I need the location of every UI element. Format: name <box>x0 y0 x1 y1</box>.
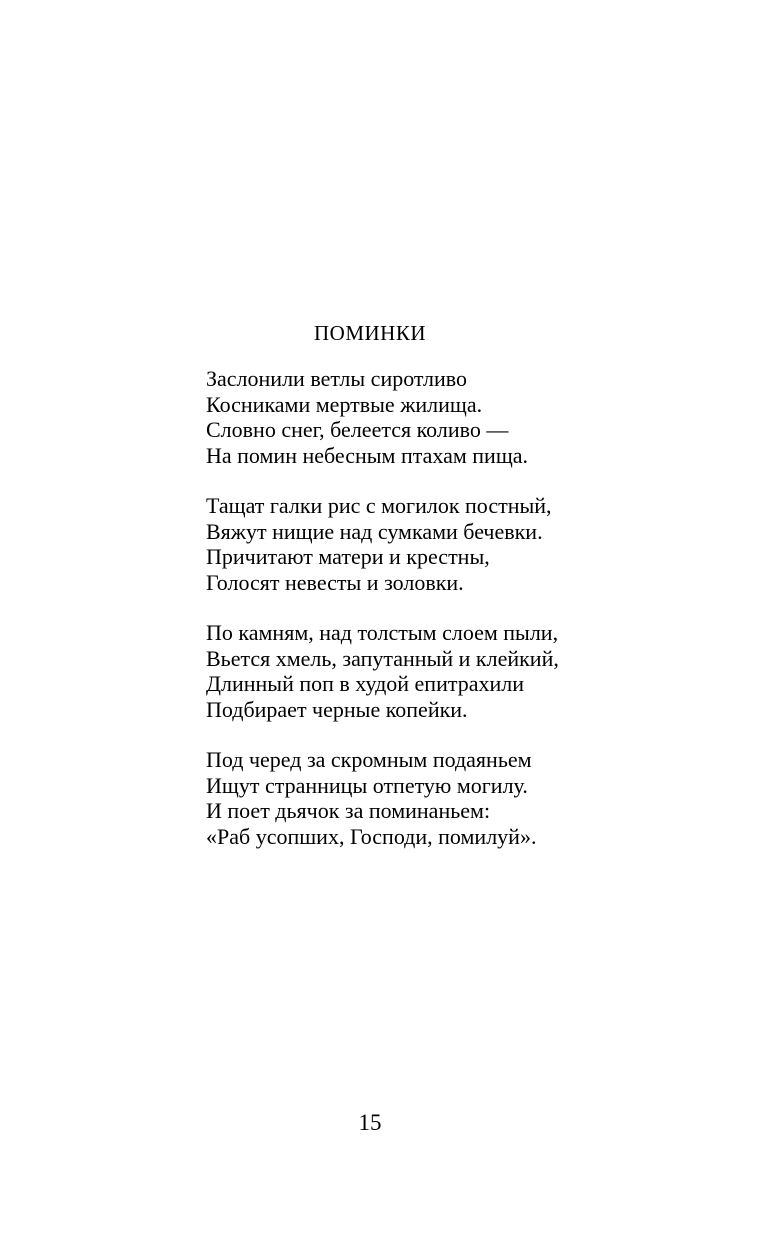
stanza-2 <box>206 493 726 595</box>
poem-line: Словно снег, белеется коливо — <box>206 417 509 442</box>
poem-line: Длинный поп в худой епитрахили <box>206 671 525 696</box>
poem-line: «Раб усопших, Господи, помилуй». <box>206 823 537 849</box>
stanza-1 <box>206 366 726 468</box>
poem-line: Подбирает черные копейки. <box>206 696 468 722</box>
poem-line: Голосят невесты и золовки. <box>206 569 464 595</box>
poem-title: ПОМИНКИ <box>313 321 426 345</box>
page-number: 15 <box>358 1110 382 1135</box>
poem-line: Ищут странницы отпетую могилу. <box>206 772 528 798</box>
poem-body <box>206 366 726 874</box>
poem-line: Под черед за скромным подаяньем <box>206 747 532 772</box>
stanza-4 <box>206 747 726 849</box>
poem-line: Причитают матери и крестны, <box>206 544 490 569</box>
poem-line: Косниками мертвые жилища. <box>206 391 483 417</box>
poem-line: И поет дьячок за поминаньем: <box>206 798 491 823</box>
poem-line: По камням, над толстым слоем пыли, <box>206 620 559 645</box>
poem-line: Тащат галки рис с могилок постный, <box>206 493 552 518</box>
poem-line: Вьется хмель, запутанный и клейкий, <box>206 645 559 671</box>
poem-line: Вяжут нищие над сумками бечевки. <box>206 518 543 544</box>
poem-line: На помин небесным птахам пища. <box>206 442 529 468</box>
poem-line: Заслонили ветлы сиротливо <box>206 366 467 391</box>
stanza-3 <box>206 620 726 722</box>
